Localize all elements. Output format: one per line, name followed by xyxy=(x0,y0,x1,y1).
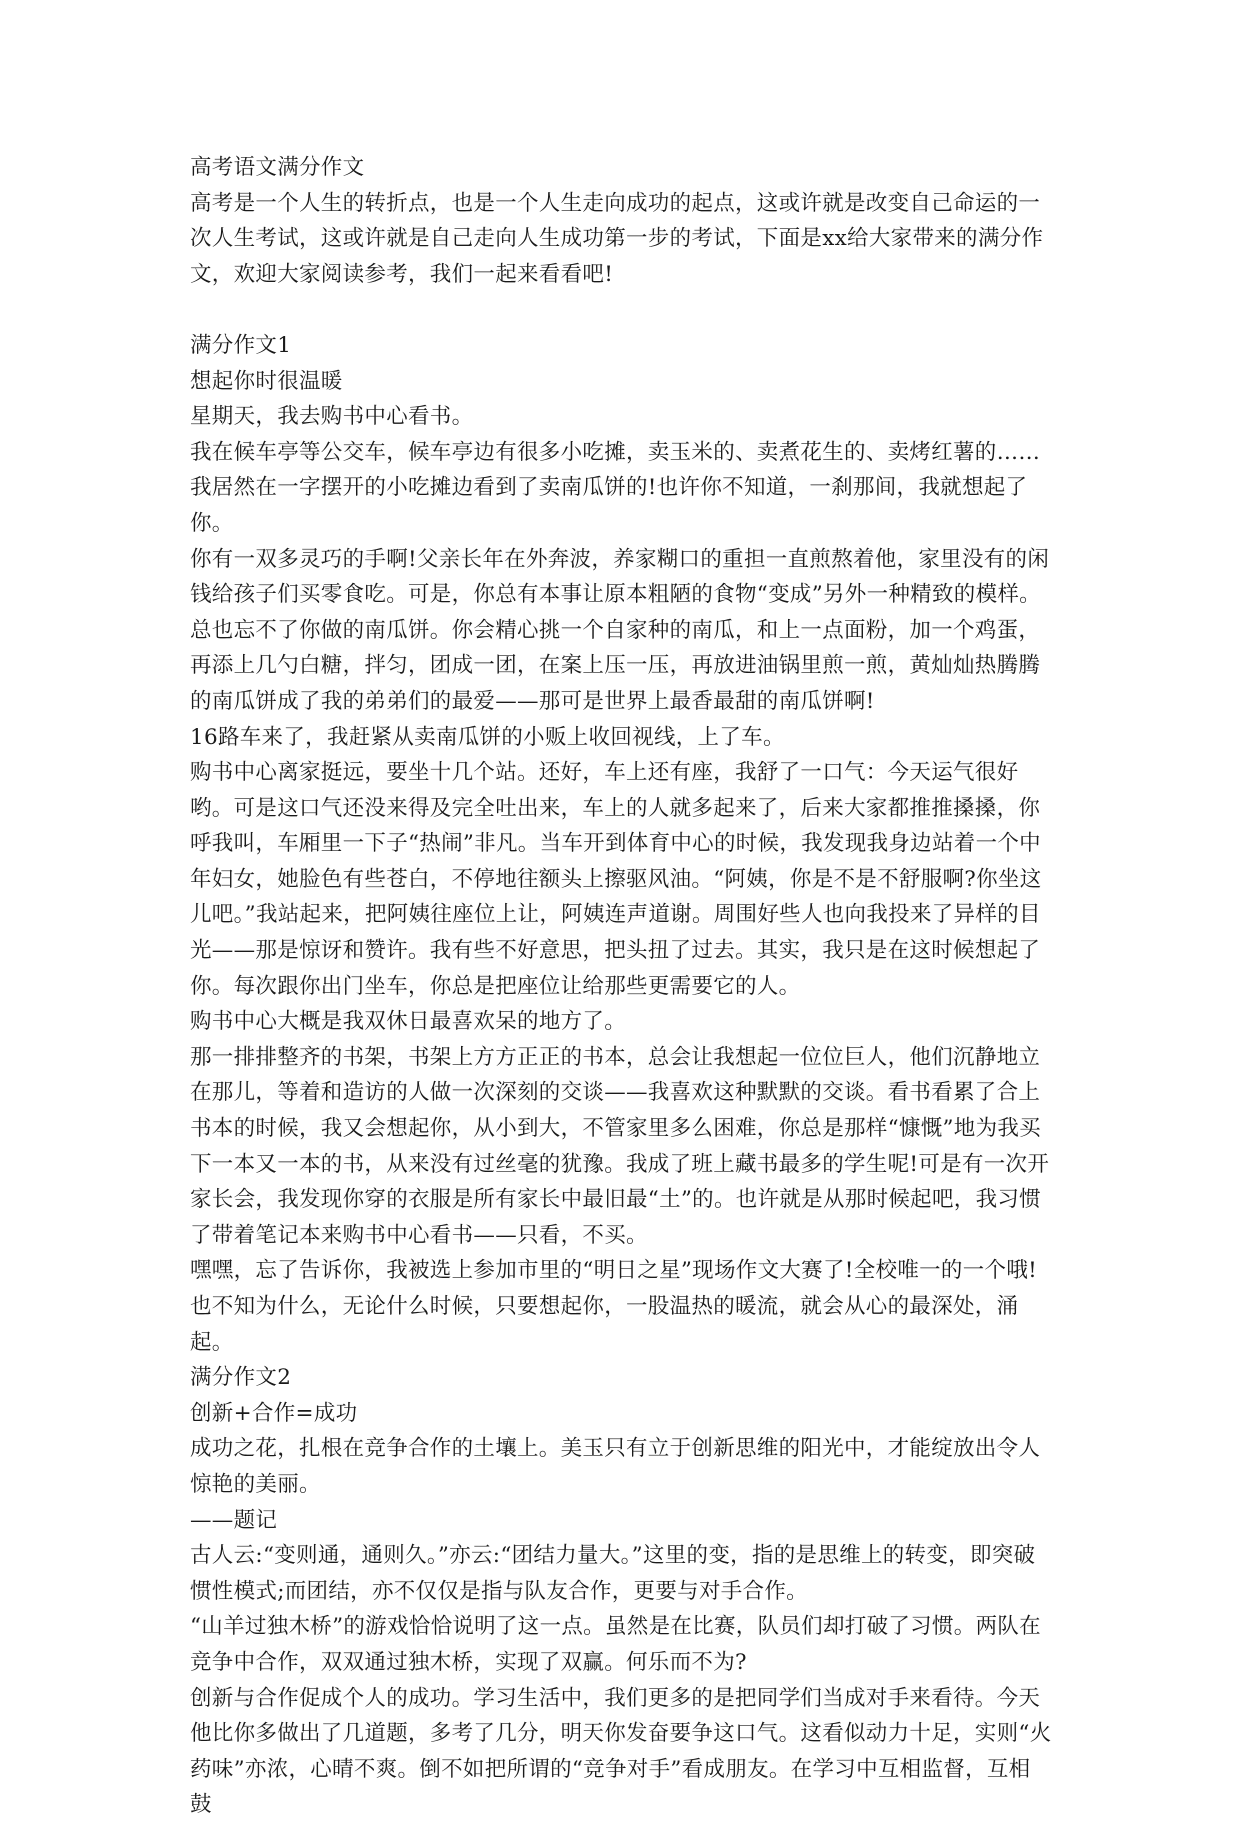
paragraph: 古人云:“变则通，通则久。”亦云:“团结力量大。”这里的变，指的是思维上的转变，即突破惯性模式;而团结，亦不仅仅是指与队友合作，更要与对手合作。 xyxy=(190,1543,1036,1604)
intro-paragraph: 高考是一个人生的转折点，也是一个人生走向成功的起点，这或许就是改变自己命运的一次人生考试，这或许就是自己走向人生成功第一步的考试，下面是xx给大家带来的满分作文，欢迎大家阅读参考，我们一起来看看吧! xyxy=(190,190,1044,287)
paragraph: 我在候车亭等公交车，候车亭边有很多小吃摊，卖玉米的、卖煮花生的、卖烤红薯的……我居然在一字摆开的小吃摊边看到了卖南瓜饼的!也许你不知道，一刹那间，我就想起了你。 xyxy=(190,439,1041,536)
paragraph: 你有一双多灵巧的手啊!父亲长年在外奔波，养家糊口的重担一直煎熬着他，家里没有的闲钱给孩子们买零食吃。可是，你总有本事让原本粗陋的食物“变成”另外一种精致的模样。总也忘不了你做的南瓜饼。你会精心挑一个自家种的南瓜，和上一点面粉，加一个鸡蛋，再添上几勺白糖，拌匀，团成一团，在案上压一压，再放进油锅里煎一煎，黄灿灿热腾腾的南瓜饼成了我的弟弟们的最爱——那可是世界上最香最甜的南瓜饼啊! xyxy=(190,546,1050,714)
essay2-title: 创新+合作=成功 xyxy=(190,1400,358,1426)
paragraph: 购书中心大概是我双休日最喜欢呆的地方了。 xyxy=(190,1009,627,1035)
paragraph: 购书中心离家挺远，要坐十几个站。还好，车上还有座，我舒了一口气：今天运气很好哟。可是这口气还没来得及完全吐出来，车上的人就多起来了，后来大家都推推搡搡，你呼我叫，车厢里一下子“热闹”非凡。当车开到体育中心的时候，我发现我身边站着一个中年妇女，她脸色有些苍白，不停地往额头上擦驱风油。“阿姨，你是不是不舒服啊?你坐这儿吧。”我站起来，把阿姨往座位上让，阿姨连声道谢。周围好些人也向我投来了异样的目光——那是惊讶和赞许。我有些不好意思，把头扭了过去。其实，我只是在这时候想起了你。每次跟你出门坐车，你总是把座位让给那些更需要它的人。 xyxy=(190,760,1042,999)
paragraph: 嘿嘿，忘了告诉你，我被选上参加市里的“明日之星”现场作文大赛了!全校唯一的一个哦!也不知为什么，无论什么时候，只要想起你，一股温热的暖流，就会从心的最深处，涌起。 xyxy=(190,1258,1038,1355)
essay1-title: 想起你时很温暖 xyxy=(190,368,343,394)
essay2-label: 满分作文2 xyxy=(190,1365,292,1391)
document-body xyxy=(190,150,1052,1823)
paragraph: 创新与合作促成个人的成功。学习生活中，我们更多的是把同学们当成对手来看待。今天他比你多做出了几道题，多考了几分，明天你发奋要争这口气。这看似动力十足，实则“火药味”亦浓，心晴不爽。倒不如把所谓的“竞争对手”看成朋友。在学习中互相监督，互相鼓 xyxy=(190,1685,1052,1818)
paragraph: 16路车来了，我赶紧从卖南瓜饼的小贩上收回视线，上了车。 xyxy=(190,724,785,750)
essay1-label: 满分作文1 xyxy=(190,332,292,358)
paragraph: 那一排排整齐的书架，书架上方方正正的书本，总会让我想起一位位巨人，他们沉静地立在那儿，等着和造访的人做一次深刻的交谈——我喜欢这种默默的交谈。看书看累了合上书本的时候，我又会想起你，从小到大，不管家里多么困难，你总是那样“慷慨”地为我买下一本又一本的书，从来没有过丝毫的犹豫。我成了班上藏书最多的学生呢!可是有一次开家长会，我发现你穿的衣服是所有家长中最旧最“土”的。也许就是从那时候起吧，我习惯了带着笔记本来购书中心看书——只看，不买。 xyxy=(190,1044,1050,1248)
paragraph: 成功之花，扎根在竞争合作的土壤上。美玉只有立于创新思维的阳光中，才能绽放出令人惊艳的美丽。 xyxy=(190,1436,1041,1497)
paragraph: 星期天，我去购书中心看书。 xyxy=(190,404,474,430)
blank-line xyxy=(190,292,1052,328)
epigraph-attribution: ——题记 xyxy=(190,1507,278,1533)
paragraph: “山羊过独木桥”的游戏恰恰说明了这一点。虽然是在比赛，队员们却打破了习惯。两队在竞争中合作，双双通过独木桥，实现了双赢。何乐而不为? xyxy=(190,1614,1041,1675)
document-title: 高考语文满分作文 xyxy=(190,155,365,180)
